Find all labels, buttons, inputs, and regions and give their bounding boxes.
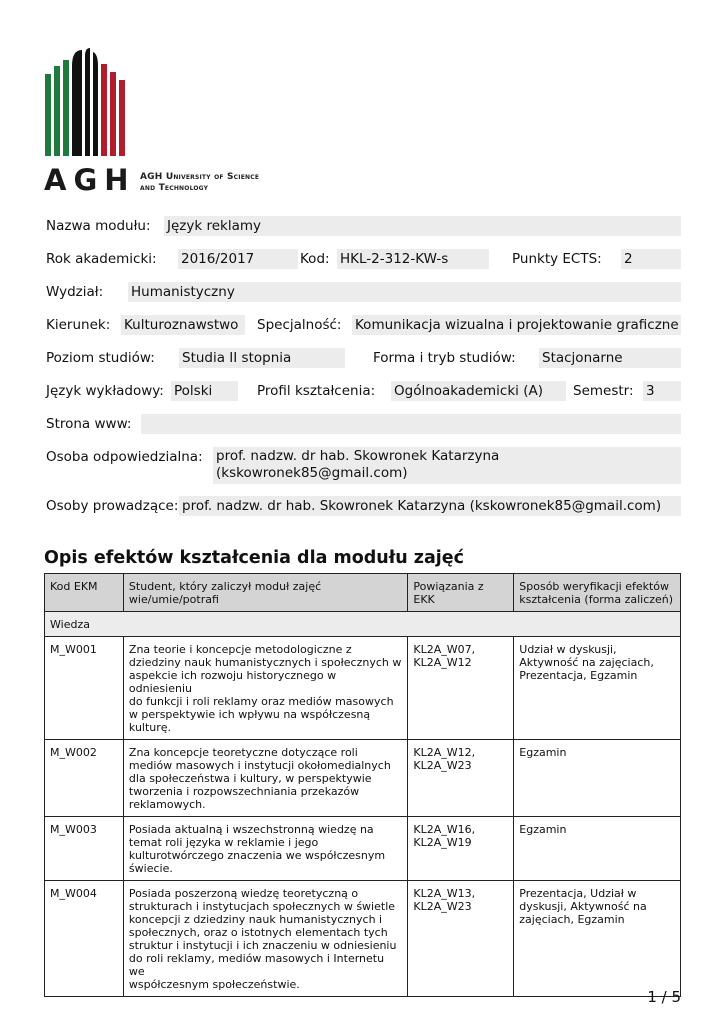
group-label: Wiedza [45,612,681,637]
osoba-odpowiedzialna-line1: prof. nadzw. dr hab. Skowronek Katarzyna [216,448,500,464]
page-number: 1 / 5 [647,988,681,1006]
cell-opis-line: kulturotwórczego znaczenia we współczesnym [128,849,386,862]
cell-ekk [408,881,514,997]
kierunek-field: Kulturoznawstwo [121,315,245,335]
cell-sposob [514,637,681,740]
cell-sposob [514,817,681,881]
cell-opis-line: strukturach i instytucjach społecznych w świetle [128,900,396,913]
cell-sposob-line: Aktywność na zajęciach, [519,656,654,669]
cell-opis-line: kulturę. [128,721,172,734]
cell-opis-line: Zna koncepcje teoretyczne dotyczące roli [128,746,358,759]
nazwa-modulu-label: Nazwa modułu: [46,218,151,234]
cell-ekk-line: KL2A_W16, [413,823,476,836]
cell-opis-line: dla społeczeństwa i kultury, w perspektywie [128,772,372,785]
cell-opis-line: tworzenia i rozpowszechniania przekazów [128,785,360,798]
cell-opis-line: Posiada poszerzoną wiedzę teoretyczną o [128,887,359,900]
logo-subtitle-line1: AGH University of Science [140,172,260,182]
cell-opis-line: świecie. [128,862,173,875]
cell-opis-line: dziedziny nauk humanistycznych i społecznych w [128,656,402,669]
semestr-field: 3 [643,381,681,401]
cell-ekk [408,637,514,740]
cell-ekk-line: KL2A_W23 [413,759,472,772]
cell-sposob-line: Prezentacja, Egzamin [519,669,638,682]
cell-sposob-line: Egzamin [519,823,567,836]
strona-www-label: Strona www: [46,416,132,432]
header-student-line1: Student, który zaliczył moduł zajęć [128,580,322,593]
header-sposob-line2: kształcenia (forma zaliczeń) [519,593,674,606]
profil-ksztalcenia-label: Profil kształcenia: [257,383,376,399]
table-row [45,881,681,997]
forma-tryb-label: Forma i tryb studiów: [373,350,516,366]
cell-ekk-line: KL2A_W23 [413,900,472,913]
poziom-studiow-field: Studia II stopnia [179,348,345,368]
punkty-ects-label: Punkty ECTS: [512,251,602,267]
table-row [45,637,681,740]
wydzial-label: Wydział: [46,284,104,300]
specjalnosc-field: Komunikacja wizualna i projektowanie graficzne [352,315,681,335]
nazwa-modulu-field: Język reklamy [164,216,681,236]
cell-ekk [408,740,514,817]
cell-opis-line: mediów masowych i instytucji okołomedialnych [128,759,391,772]
cell-opis-line: reklamowych. [128,798,206,811]
punkty-ects-field: 2 [621,249,681,269]
cell-opis-line: struktur i instytucji i ich znaczeniu w odniesieniu [128,939,397,952]
cell-opis-line: aspekcie ich rozwoju historycznego w odniesieniu [128,669,337,695]
cell-opis-line: temat roli języka w reklamie i jego [128,836,319,849]
poziom-studiow-label: Poziom studiów: [46,350,155,366]
header-student [123,574,407,612]
cell-ekk-line: KL2A_W07, [413,643,476,656]
osoba-odpowiedzialna-label: Osoba odpowiedzialna: [46,449,203,465]
kod-label: Kod: [300,251,330,267]
semestr-label: Semestr: [573,383,634,399]
header-powiazania: Powiązania z EKK [408,574,514,612]
kod-field: HKL-2-312-KW-s [337,249,489,269]
rok-akademicki-label: Rok akademicki: [46,251,157,267]
cell-opis [123,817,407,881]
cell-kod: M_W002 [45,740,124,817]
cell-opis-line: Posiada aktualną i wszechstronną wiedzę na [128,823,374,836]
cell-ekk-line: KL2A_W12 [413,656,472,669]
kierunek-label: Kierunek: [46,317,111,333]
table-row [45,740,681,817]
cell-sposob [514,740,681,817]
ekm-table [44,573,681,997]
osoby-prowadzace-field: prof. nadzw. dr hab. Skowronek Katarzyna (kskowronek85@gmail.com) [179,496,681,516]
table-header-row [45,574,681,612]
section-title: Opis efektów kształcenia dla modułu zajęć [44,548,465,568]
cell-opis-line: do roli reklamy, mediów masowych i Internetu we [128,952,385,978]
cell-sposob-line: Prezentacja, Udział w [519,887,637,900]
cell-opis [123,740,407,817]
cell-opis-line: w perspektywie ich wpływu na współczesną [128,708,371,721]
header-sposob [514,574,681,612]
cell-sposob-line: Udział w dyskusji, [519,643,617,656]
osoby-prowadzace-label: Osoby prowadzące: [46,498,179,514]
cell-sposob-line: zajęciach, Egzamin [519,913,625,926]
cell-opis-line: koncepcji z dziedziny nauk humanistycznych i [128,913,383,926]
cell-kod: M_W004 [45,881,124,997]
cell-opis-line: społecznych, oraz o istotnych elementach tych [128,926,388,939]
logo-subtitle-line2: and Technology [140,183,209,193]
cell-sposob-line: dyskusji, Aktywność na [519,900,647,913]
cell-sposob [514,881,681,997]
logo-subtitle [140,172,259,194]
rok-akademicki-field: 2016/2017 [178,249,298,269]
strona-www-field [141,414,681,434]
profil-ksztalcenia-field: Ogólnoakademicki (A) [391,381,566,401]
cell-ekk [408,817,514,881]
osoba-odpowiedzialna-line2: (kskowronek85@gmail.com) [216,465,408,481]
cell-opis-line: współczesnym społeczeństwie. [128,978,300,991]
specjalnosc-label: Specjalność: [257,317,342,333]
forma-tryb-field: Stacjonarne [539,348,681,368]
cell-kod: M_W001 [45,637,124,740]
cell-opis [123,637,407,740]
header-student-line2: wie/umie/potrafi [128,593,219,606]
cell-ekk-line: KL2A_W12, [413,746,476,759]
jezyk-wykladowy-field: Polski [171,381,238,401]
cell-opis [123,881,407,997]
logo-wordmark: AGH [44,163,136,197]
osoba-odpowiedzialna-field [213,447,681,484]
cell-opis-line: Zna teorie i koncepcje metodologiczne z [128,643,352,656]
cell-kod: M_W003 [45,817,124,881]
wydzial-field: Humanistyczny [128,282,681,302]
table-row [45,817,681,881]
cell-sposob-line: Egzamin [519,746,567,759]
group-row-wiedza [45,612,681,637]
cell-opis-line: do funkcji i roli reklamy oraz mediów masowych [128,695,394,708]
cell-ekk-line: KL2A_W13, [413,887,476,900]
header-sposob-line1: Sposób weryfikacji efektów [519,580,670,593]
cell-ekk-line: KL2A_W19 [413,836,472,849]
jezyk-wykladowy-label: Język wykładowy: [46,383,164,399]
header-kod: Kod EKM [45,574,124,612]
